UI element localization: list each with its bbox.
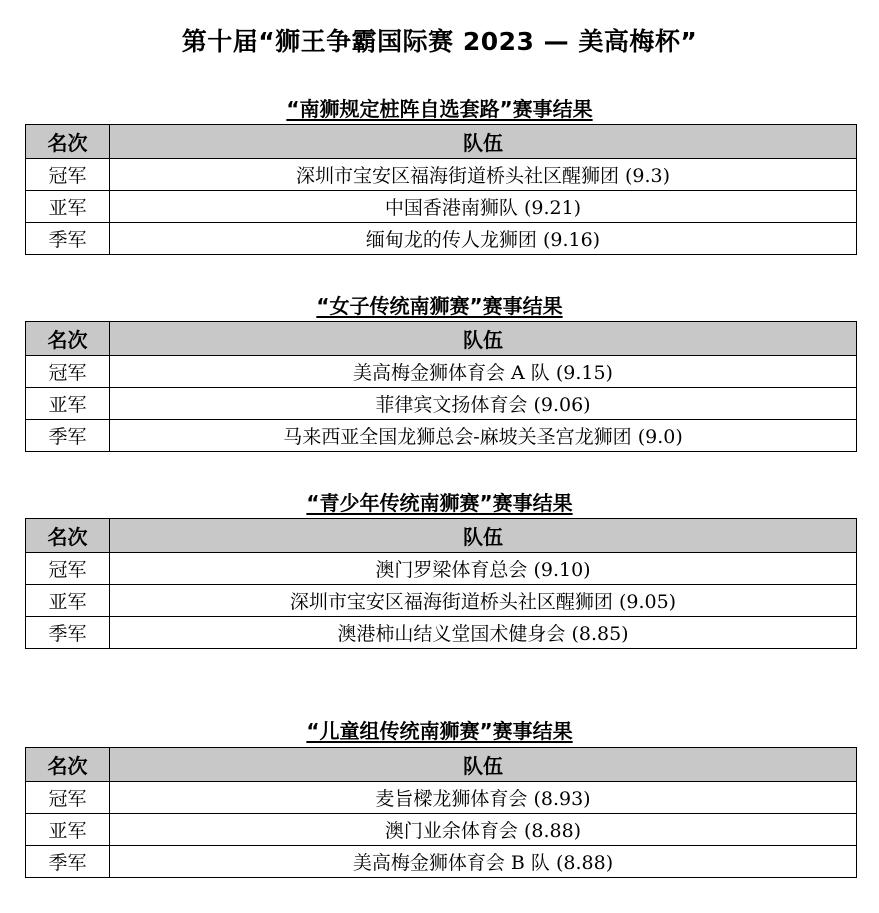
team-cell: 深圳市宝安区福海街道桥头社区醒狮团 (9.3) [110, 159, 857, 191]
table-row [26, 223, 857, 255]
rank-cell: 季军 [26, 617, 110, 649]
table-header-row [26, 519, 857, 553]
results-table-youth-south-lion [25, 518, 857, 649]
section-title-women-south-lion: “女子传统南狮赛”赛事结果 [316, 294, 563, 318]
rank-cell: 亚军 [26, 814, 110, 846]
table-row [26, 617, 857, 649]
column-header-rank: 名次 [26, 322, 110, 356]
team-cell: 麦旨樑龙狮体育会 (8.93) [110, 782, 857, 814]
rank-cell: 冠军 [26, 553, 110, 585]
table-row [26, 553, 857, 585]
team-cell: 深圳市宝安区福海街道桥头社区醒狮团 (9.05) [110, 585, 857, 617]
table-row [26, 782, 857, 814]
rank-cell: 冠军 [26, 159, 110, 191]
team-cell: 马来西亚全国龙狮总会-麻坡关圣宫龙狮团 (9.0) [110, 420, 857, 452]
rank-cell: 亚军 [26, 191, 110, 223]
table-row [26, 388, 857, 420]
rank-cell: 冠军 [26, 356, 110, 388]
table-header-row [26, 322, 857, 356]
column-header-team: 队伍 [110, 322, 857, 356]
table-row [26, 814, 857, 846]
table-row [26, 356, 857, 388]
results-table-children-south-lion [25, 747, 857, 878]
column-header-rank: 名次 [26, 748, 110, 782]
table-row [26, 846, 857, 878]
results-table-women-south-lion [25, 321, 857, 452]
table-row [26, 420, 857, 452]
results-table-south-lion-routine [25, 124, 857, 255]
team-cell: 澳港柿山结义堂国术健身会 (8.85) [110, 617, 857, 649]
team-cell: 中国香港南狮队 (9.21) [110, 191, 857, 223]
column-header-rank: 名次 [26, 125, 110, 159]
column-header-team: 队伍 [110, 125, 857, 159]
rank-cell: 亚军 [26, 388, 110, 420]
team-cell: 缅甸龙的传人龙狮团 (9.16) [110, 223, 857, 255]
team-cell: 澳门罗梁体育总会 (9.10) [110, 553, 857, 585]
table-header-row [26, 748, 857, 782]
rank-cell: 亚军 [26, 585, 110, 617]
rank-cell: 冠军 [26, 782, 110, 814]
rank-cell: 季军 [26, 420, 110, 452]
rank-cell: 季军 [26, 223, 110, 255]
page-title: 第十届“狮王争霸国际赛 2023 — 美高梅杯” [181, 27, 698, 56]
team-cell: 菲律宾文扬体育会 (9.06) [110, 388, 857, 420]
section-title-youth-south-lion: “青少年传统南狮赛”赛事结果 [306, 491, 573, 515]
table-row [26, 585, 857, 617]
team-cell: 美高梅金狮体育会 B 队 (8.88) [110, 846, 857, 878]
column-header-team: 队伍 [110, 748, 857, 782]
column-header-rank: 名次 [26, 519, 110, 553]
table-row [26, 191, 857, 223]
table-row [26, 159, 857, 191]
rank-cell: 季军 [26, 846, 110, 878]
section-title-children-south-lion: “儿童组传统南狮赛”赛事结果 [306, 719, 573, 743]
team-cell: 美高梅金狮体育会 A 队 (9.15) [110, 356, 857, 388]
section-title-south-lion-routine: “南狮规定桩阵自选套路”赛事结果 [286, 97, 593, 121]
table-header-row [26, 125, 857, 159]
team-cell: 澳门业余体育会 (8.88) [110, 814, 857, 846]
column-header-team: 队伍 [110, 519, 857, 553]
